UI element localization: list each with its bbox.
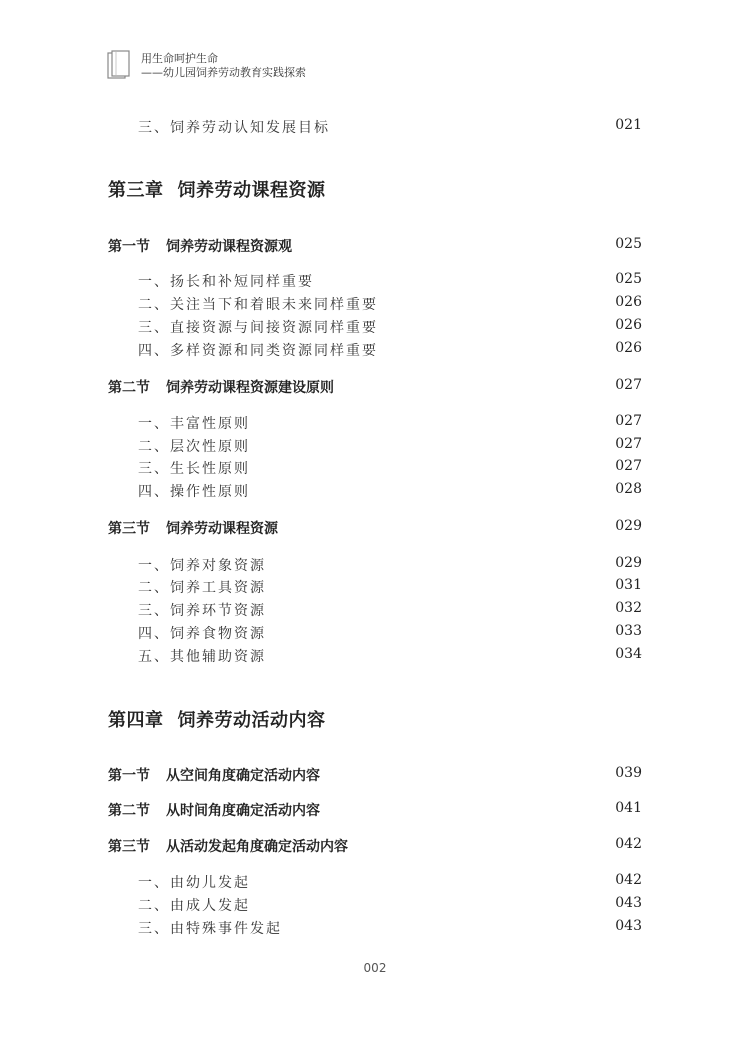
section-number: 第一节 <box>108 768 150 784</box>
toc-item[interactable] <box>138 458 642 482</box>
section-name: 饲养劳动课程资源建设原则 <box>166 380 334 396</box>
toc-item[interactable] <box>138 555 642 579</box>
toc-section[interactable] <box>108 836 642 860</box>
section-title <box>108 236 292 256</box>
toc-item[interactable] <box>138 413 642 437</box>
chapter-number: 第三章 <box>108 180 164 201</box>
toc-item[interactable] <box>138 436 642 460</box>
toc-item[interactable] <box>138 340 642 364</box>
toc-page-number: 027 <box>615 436 642 452</box>
toc-item-label: 三、饲养环节资源 <box>138 603 266 619</box>
section-name: 饲养劳动课程资源 <box>166 521 278 537</box>
toc-item-label: 二、关注当下和着眼未来同样重要 <box>138 297 378 313</box>
toc-page-number: 025 <box>615 236 642 252</box>
toc-item-label: 四、饲养食物资源 <box>138 626 266 642</box>
page-number: 002 <box>363 961 387 975</box>
section-name: 从空间角度确定活动内容 <box>166 768 320 784</box>
toc-section[interactable] <box>108 377 642 401</box>
section-title <box>108 377 334 397</box>
toc-page-number: 029 <box>615 555 642 571</box>
toc-page-number: 027 <box>615 413 642 429</box>
toc-page-number: 034 <box>615 646 642 662</box>
section-number: 第一节 <box>108 239 150 255</box>
toc-item-label: 二、由成人发起 <box>138 898 250 914</box>
section-number: 第二节 <box>108 803 150 819</box>
toc-section[interactable] <box>108 518 642 542</box>
header-title-line1: 用生命呵护生命 <box>141 52 218 65</box>
chapter-number: 第四章 <box>108 710 164 731</box>
toc-section[interactable] <box>108 800 642 824</box>
section-name: 从时间角度确定活动内容 <box>166 803 320 819</box>
toc-item-label: 一、丰富性原则 <box>138 416 250 432</box>
toc-item[interactable] <box>138 872 642 896</box>
toc-page-number: 027 <box>615 458 642 474</box>
toc-item-label: 三、生长性原则 <box>138 461 250 477</box>
section-title <box>108 765 320 785</box>
toc-chapter-heading[interactable] <box>108 706 642 730</box>
toc-item-label: 一、扬长和补短同样重要 <box>138 274 314 290</box>
toc-page-number: 025 <box>615 271 642 287</box>
toc-item[interactable] <box>138 895 642 919</box>
toc-page-number: 043 <box>615 895 642 911</box>
toc-page-number: 043 <box>615 918 642 934</box>
toc-page-number: 031 <box>615 577 642 593</box>
toc-page-number: 039 <box>615 765 642 781</box>
toc-page-number: 026 <box>615 340 642 356</box>
toc-item-label: 四、多样资源和同类资源同样重要 <box>138 343 378 359</box>
toc-item[interactable] <box>138 481 642 505</box>
chapter-name: 饲养劳动课程资源 <box>177 180 326 201</box>
section-number: 第二节 <box>108 380 150 396</box>
toc-item[interactable] <box>138 646 642 670</box>
toc-item-label: 四、操作性原则 <box>138 484 250 500</box>
toc-item[interactable] <box>138 271 642 295</box>
toc-chapter-heading[interactable] <box>108 176 642 200</box>
header-title-line2: ——幼儿园饲养劳动教育实践探索 <box>141 66 306 79</box>
section-title <box>108 836 348 856</box>
toc-page-number: 021 <box>615 117 642 133</box>
toc-page-number: 042 <box>615 872 642 888</box>
toc-item[interactable] <box>138 294 642 318</box>
section-title <box>108 518 278 538</box>
toc-item-label: 一、饲养对象资源 <box>138 558 266 574</box>
toc-item[interactable] <box>138 600 642 624</box>
toc-item[interactable] <box>138 317 642 341</box>
toc-item-label: 二、层次性原则 <box>138 439 250 455</box>
toc-page-number: 032 <box>615 600 642 616</box>
section-number: 第三节 <box>108 521 150 537</box>
toc-page-number: 028 <box>615 481 642 497</box>
toc-item[interactable] <box>138 577 642 601</box>
chapter-name: 饲养劳动活动内容 <box>177 710 326 731</box>
toc-item-label: 五、其他辅助资源 <box>138 649 266 665</box>
toc-page-number: 033 <box>615 623 642 639</box>
toc-section[interactable] <box>108 236 642 260</box>
section-number: 第三节 <box>108 839 150 855</box>
toc-item[interactable] <box>138 117 642 141</box>
toc-page-number: 027 <box>615 377 642 393</box>
toc-item[interactable] <box>138 918 642 942</box>
toc-item[interactable] <box>138 623 642 647</box>
section-title <box>108 800 320 820</box>
toc-item-label: 一、由幼儿发起 <box>138 875 250 891</box>
toc-section[interactable] <box>108 765 642 789</box>
toc-item-label: 三、直接资源与间接资源同样重要 <box>138 320 378 336</box>
section-name: 饲养劳动课程资源观 <box>166 239 292 255</box>
toc-page-number: 029 <box>615 518 642 534</box>
toc-page-number: 026 <box>615 317 642 333</box>
toc-page-number: 041 <box>615 800 642 816</box>
section-name: 从活动发起角度确定活动内容 <box>166 839 348 855</box>
chapter-title <box>108 176 326 202</box>
toc-item-label: 二、饲养工具资源 <box>138 580 266 596</box>
toc-page-number: 026 <box>615 294 642 310</box>
toc-page-number: 042 <box>615 836 642 852</box>
chapter-title <box>108 706 326 732</box>
toc-item-label: 三、由特殊事件发起 <box>138 921 282 937</box>
toc-item-label: 三、饲养劳动认知发展目标 <box>138 120 330 136</box>
